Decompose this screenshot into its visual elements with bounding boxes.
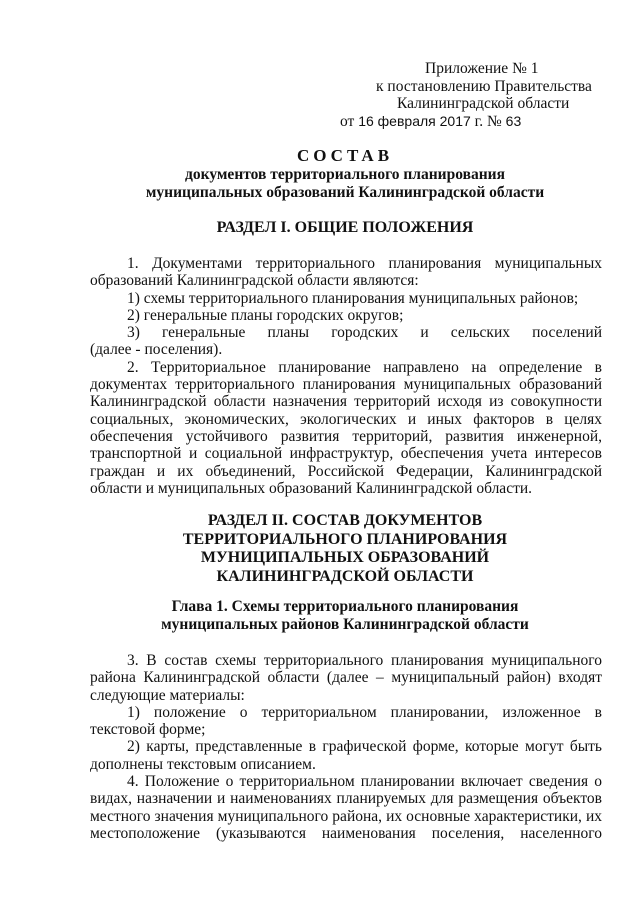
section-1-body: [90, 255, 602, 497]
paragraph-2: 2. Территориальное планирование направлено на определение в документах территориального планирования муниципальных образований Калининградской области назначения территорий исходя из совокупности социальных, экономических, экологических и иных факторов в целях обеспечения устойчивого развития территорий, развития инженерной, транспортной и социальной инфраструктур, обеспечения учета интересов граждан и их объединений, Российской Федерации, Калининградской области и муниципальных образований Калининградской области.: [90, 358, 602, 497]
list-item-ch-1: 1) положение о территориальном планировании, изложенное в текстовой форме;: [90, 703, 602, 739]
section-2-heading: [90, 512, 600, 586]
chapter-1-heading: [90, 598, 600, 634]
appendix-date-line: [340, 113, 600, 131]
paragraph-3: 3. В состав схемы территориального планирования муниципального района Калининградской области (далее – муниципальный район) входят следующие материалы:: [90, 652, 602, 704]
document-title: [90, 146, 600, 202]
paragraph-1: 1. Документами территориального планирования муниципальных образований Калининградской области являются:: [90, 255, 602, 290]
list-item-ch-2: 2) карты, представленные в графической форме, которые могут быть дополнены текстовым описанием.: [90, 738, 602, 773]
resolution-number: 63: [505, 112, 522, 129]
chapter-1-line-1: Глава 1. Схемы территориального планирования: [171, 598, 519, 615]
list-item-3: 3) генеральные планы городских и сельских поселений: [127, 324, 602, 342]
chapter-1-body: [90, 652, 602, 842]
section-2-line-4: КАЛИНИНГРАДСКОЙ ОБЛАСТИ: [216, 567, 474, 585]
list-item-2: 2) генеральные планы городских округов;: [127, 306, 404, 324]
appendix-region: Калининградской области: [397, 95, 570, 112]
title-line-1: документов территориального планирования: [185, 166, 505, 183]
chapter-1-line-2: муниципальных районов Калининградской области: [161, 616, 529, 633]
section-1-heading: РАЗДЕЛ I. ОБЩИЕ ПОЛОЖЕНИЯ: [216, 219, 474, 236]
date-prefix: от: [340, 112, 355, 130]
title-heading: СОСТАВ: [296, 146, 394, 165]
list-item-3-cont: (далее - поселения).: [90, 341, 223, 359]
paragraph-4: 4. Положение о территориальном планировании включает сведения о видах, назначении и наименованиях планируемых для размещения объектов местного значения муниципального района, их основные характеристики, их местоположение (указываются наименования поселения, населенного: [90, 773, 602, 842]
date-value: 16 февраля 2017: [358, 112, 471, 129]
section-2-line-1: РАЗДЕЛ II. СОСТАВ ДОКУМЕНТОВ: [207, 512, 483, 529]
appendix-number: Приложение № 1: [425, 60, 539, 77]
appendix-header: [340, 60, 600, 130]
section-2-line-2: ТЕРРИТОРИАЛЬНОГО ПЛАНИРОВАНИЯ: [182, 530, 508, 548]
number-label: г. №: [474, 112, 502, 130]
list-item-1: 1) схемы территориального планирования муниципальных районов;: [127, 289, 579, 307]
title-line-2: муниципальных образований Калининградской области: [145, 184, 545, 201]
appendix-resolution: к постановлению Правительства: [376, 77, 592, 95]
section-2-line-3: МУНИЦИПАЛЬНЫХ ОБРАЗОВАНИЙ: [200, 549, 490, 566]
